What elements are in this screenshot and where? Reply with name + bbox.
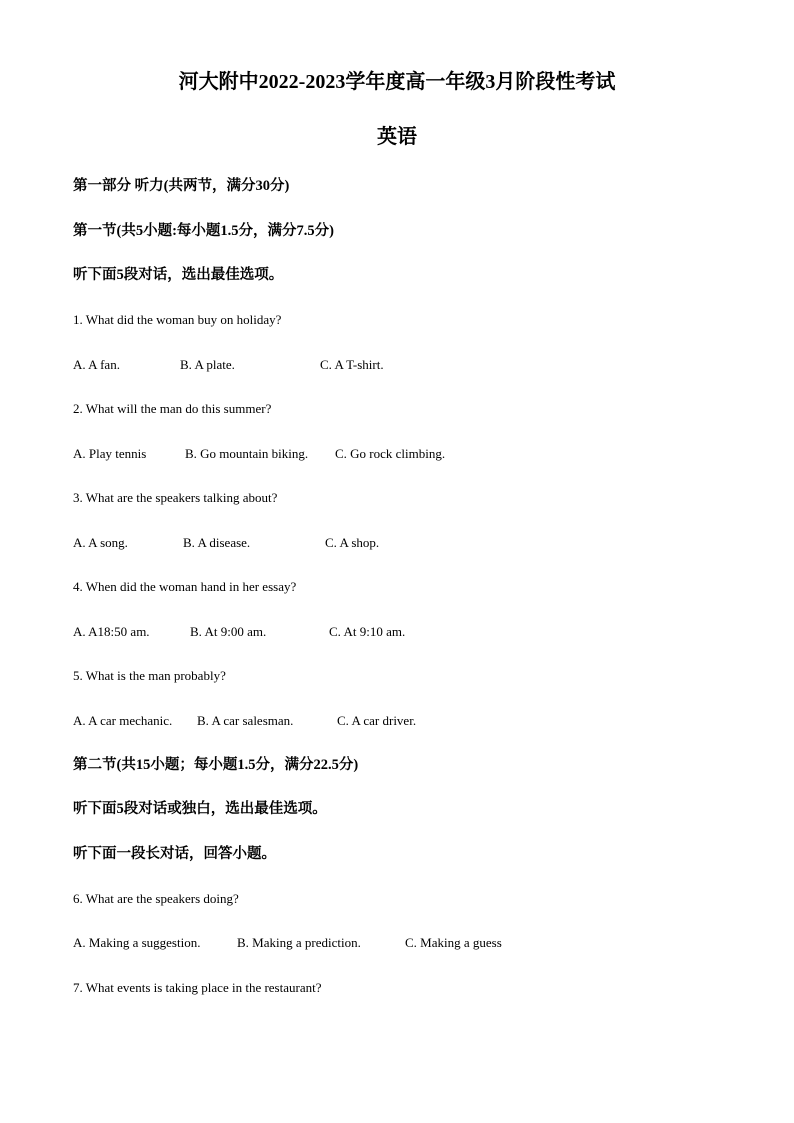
question-6: 6. What are the speakers doing? [73,891,239,906]
question-1-option-b: B. A plate. [180,357,235,372]
question-3-option-b: B. A disease. [183,535,251,550]
question-3-option-c: C. A shop. [325,535,380,550]
question-1: 1. What did the woman buy on holiday? [73,312,282,327]
question-5-option-a: A. A car mechanic. [73,713,173,728]
exam-title: 河大附中2022-2023学年度高一年级3月阶段性考试 [178,71,616,93]
section2-sub-instruction: 听下面一段长对话，回答小题。 [73,846,276,862]
question-4-option-c: C. At 9:10 am. [329,624,406,639]
section2-heading: 第二节(共15小题；每小题1.5分，满分22.5分) [73,757,359,773]
question-2-option-c: C. Go rock climbing. [335,446,446,461]
question-3-option-a: A. A song. [73,535,128,550]
question-3: 3. What are the speakers talking about? [73,490,278,505]
question-4: 4. When did the woman hand in her essay? [73,579,297,594]
question-5-option-b: B. A car salesman. [197,713,294,728]
question-6-option-c: C. Making a guess [405,935,502,950]
question-6-option-b: B. Making a prediction. [237,935,361,950]
question-1-option-a: A. A fan. [73,357,120,372]
question-1-option-c: C. A T-shirt. [320,357,384,372]
question-2-option-b: B. Go mountain biking. [185,446,309,461]
question-6-option-a: A. Making a suggestion. [73,935,201,950]
section1-heading: 第一节(共5小题:每小题1.5分，满分7.5分) [73,223,334,239]
exam-subject: 英语 [377,126,417,148]
question-5: 5. What is the man probably? [73,668,226,683]
question-4-option-a: A. A18:50 am. [73,624,150,639]
question-2-option-a: A. Play tennis [73,446,147,461]
part1-heading: 第一部分 听力(共两节，满分30分) [73,178,290,194]
section2-instruction: 听下面5段对话或独白，选出最佳选项。 [73,801,327,817]
question-2: 2. What will the man do this summer? [73,401,272,416]
question-5-option-c: C. A car driver. [337,713,417,728]
question-4-option-b: B. At 9:00 am. [190,624,267,639]
section1-instruction: 听下面5段对话，选出最佳选项。 [73,267,284,283]
question-7: 7. What events is taking place in the restaurant? [73,980,322,995]
